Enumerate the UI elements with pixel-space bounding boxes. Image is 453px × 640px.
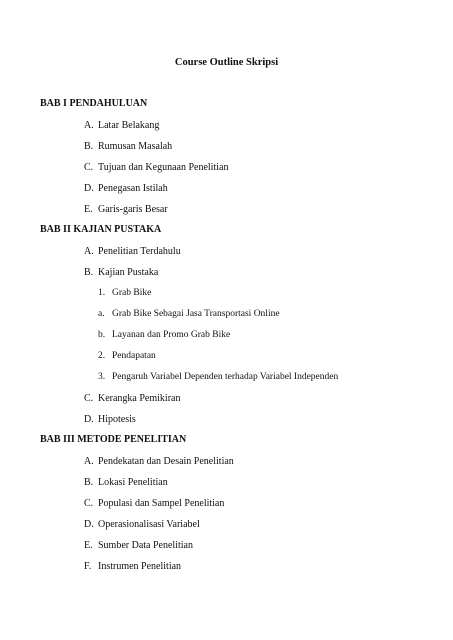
list-item-text: Layanan dan Promo Grab Bike (112, 330, 231, 340)
list-subitem (98, 287, 151, 300)
list-item-text: Penegasan Istilah (98, 183, 168, 194)
list-item (84, 140, 172, 153)
list-item-text: Sumber Data Penelitian (98, 540, 193, 551)
list-marker: A. (84, 246, 94, 257)
list-marker: D. (84, 519, 94, 530)
list-item (84, 182, 168, 195)
list-marker: E. (84, 204, 93, 215)
list-marker: D. (84, 414, 94, 425)
list-item (84, 539, 193, 552)
list-item (84, 560, 181, 573)
list-item-text: Pengaruh Variabel Dependen terhadap Variabel Independen (112, 372, 339, 382)
list-item-text: Lokasi Penelitian (98, 477, 168, 488)
list-item-text: Rumusan Masalah (98, 141, 173, 152)
list-marker: B. (84, 477, 94, 488)
list-item-text: Kajian Pustaka (98, 267, 159, 278)
list-item (84, 476, 168, 489)
list-marker: F. (84, 561, 92, 572)
list-marker: A. (84, 120, 94, 131)
list-marker: B. (84, 141, 94, 152)
list-item-text: Tujuan dan Kegunaan Penelitian (98, 162, 229, 173)
list-item-text: Penelitian Terdahulu (98, 246, 181, 257)
list-subitem (98, 371, 338, 384)
list-item (84, 266, 158, 279)
chapter-heading-1: BAB I PENDAHULUAN (40, 98, 148, 109)
list-item-text: Pendekatan dan Desain Penelitian (98, 456, 234, 467)
list-item-text: Latar Belakang (98, 120, 160, 131)
list-item-text: Pendapatan (112, 351, 156, 361)
list-item-text: Hipotesis (98, 414, 136, 425)
list-item-text: Garis-garis Besar (98, 204, 168, 215)
list-subitem (98, 350, 156, 363)
list-item (84, 392, 180, 405)
list-item (84, 119, 159, 132)
list-marker: C. (84, 162, 94, 173)
list-item (84, 413, 136, 426)
list-marker: a. (98, 309, 105, 319)
list-item (84, 497, 224, 510)
list-subitem (98, 329, 230, 342)
chapter-heading-2: BAB II KAJIAN PUSTAKA (40, 224, 162, 235)
list-item (84, 161, 228, 174)
list-item-text: Populasi dan Sampel Penelitian (98, 498, 225, 509)
list-marker: 2. (98, 351, 106, 361)
list-item (84, 245, 181, 258)
list-marker: 1. (98, 288, 106, 298)
list-marker: C. (84, 498, 94, 509)
list-marker: A. (84, 456, 94, 467)
list-marker: b. (98, 330, 106, 340)
page-title: Course Outline Skripsi (174, 57, 279, 68)
list-marker: C. (84, 393, 94, 404)
list-item (84, 203, 168, 216)
list-item-text: Grab Bike Sebagai Jasa Transportasi Online (112, 309, 280, 319)
list-item-text: Operasionalisasi Variabel (98, 519, 200, 530)
list-marker: B. (84, 267, 94, 278)
list-marker: 3. (98, 372, 106, 382)
list-item-text: Instrumen Penelitian (98, 561, 182, 572)
list-item-text: Kerangka Pemikiran (98, 393, 181, 404)
list-subitem (98, 308, 280, 321)
list-marker: D. (84, 183, 94, 194)
list-item (84, 455, 234, 468)
list-item-text: Grab Bike (112, 288, 152, 298)
list-marker: E. (84, 540, 93, 551)
list-item (84, 518, 200, 531)
chapter-heading-3: BAB III METODE PENELITIAN (40, 434, 187, 445)
